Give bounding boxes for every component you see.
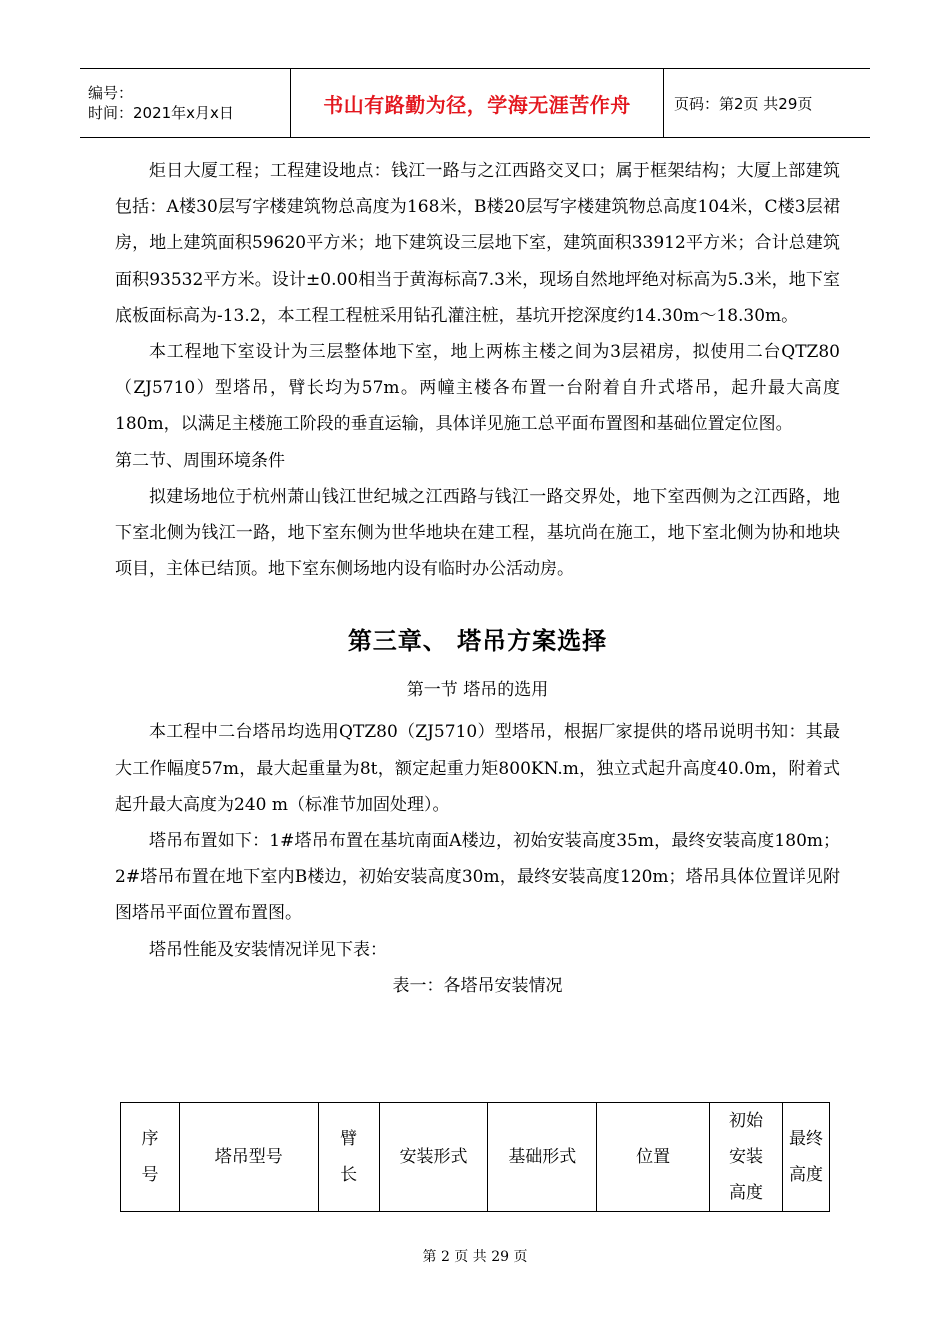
paragraph-project-overview: 炬日大厦工程；工程建设地点：钱江一路与之江西路交叉口；属于框架结构；大厦上部建筑包括：A楼30层写字楼建筑物总高度为168米，B楼20层写字楼建筑物总高度104米，C楼3层裙房，地上建筑面积59620平方米；地下建筑设三层地下室，建筑面积33912平方米；合计总建筑面积93532平方米。设计±0.00相当于黄海标高7.3米，现场自然地坪绝对标高为5.3米，地下室底板面标高为-13.2，本工程工程桩采用钻孔灌注桩，基坑开挖深度约14.30m～18.30m。 — [115, 161, 840, 326]
table-header-row — [121, 1103, 830, 1212]
header-page-info: 页码：第2页 共29页 — [674, 94, 813, 113]
page-header — [80, 68, 870, 138]
header-cell-position: 位置 — [597, 1103, 710, 1212]
header-cell-foundation-type: 基础形式 — [488, 1103, 597, 1212]
section-heading-selection: 第一节 塔吊的选用 — [406, 680, 549, 701]
table-caption: 表一：各塔吊安装情况 — [392, 975, 563, 996]
paragraph-crane-layout: 塔吊布置如下：1#塔吊布置在基坑南面A楼边，初始安装高度35m，最终安装高度180m；2#塔吊布置在地下室内B楼边，初始安装高度30m，最终安装高度120m；塔吊具体位置详见附图塔吊平面位置布置图。 — [115, 831, 840, 924]
document-number-label: 编号： — [88, 84, 134, 102]
page-footer: 第 2 页 共 29 页 — [422, 1249, 528, 1265]
header-cell-final-height: 最终高度 — [783, 1103, 830, 1212]
header-motto-cell — [291, 69, 664, 137]
header-meta — [80, 69, 291, 137]
paragraph-table-intro: 塔吊性能及安装情况详见下表： — [149, 939, 387, 960]
paragraph-environment: 拟建场地位于杭州萧山钱江世纪城之江西路与钱江一路交界处，地下室西侧为之江西路，地下室北侧为钱江一路，地下室东侧为世华地块在建工程，基坑尚在施工，地下室北侧为协和地块项目，主体已结顶。地下室东侧场地内设有临时办公活动房。 — [115, 486, 840, 580]
crane-installation-table — [120, 1102, 830, 1212]
header-motto: 书山有路勤为径，学海无涯苦作舟 — [323, 92, 631, 117]
header-cell-initial-height: 初始安装高度 — [710, 1103, 783, 1212]
header-cell-index: 序号 — [121, 1103, 180, 1212]
document-body — [115, 153, 840, 1004]
header-cell-arm-length: 臂长 — [318, 1103, 379, 1212]
paragraph-basement-design: 本工程地下室设计为三层整体地下室，地上两栋主楼之间为3层裙房，拟使用二台QTZ80（ZJ5710）型塔吊，臂长均为57m。两幢主楼各布置一台附着自升式塔吊，起升最大高度180m，以满足主楼施工阶段的垂直运输，具体详见施工总平面布置图和基础位置定位图。 — [115, 342, 840, 435]
header-cell-model: 塔吊型号 — [179, 1103, 318, 1212]
document-time-label: 时间：2021年x月x日 — [88, 104, 234, 122]
chapter-title: 第三章、 塔吊方案选择 — [347, 627, 608, 656]
header-cell-install-type: 安装形式 — [379, 1103, 488, 1212]
paragraph-crane-selection: 本工程中二台塔吊均选用QTZ80（ZJ5710）型塔吊，根据厂家提供的塔吊说明书知：其最大工作幅度57m，最大起重量为8t，额定起重力矩800KN.m，独立式起升高度40.0m，附着式起升最大高度为240 m（标准节加固处理）。 — [115, 722, 840, 815]
section-heading-environment: 第二节、周围环境条件 — [115, 450, 285, 471]
